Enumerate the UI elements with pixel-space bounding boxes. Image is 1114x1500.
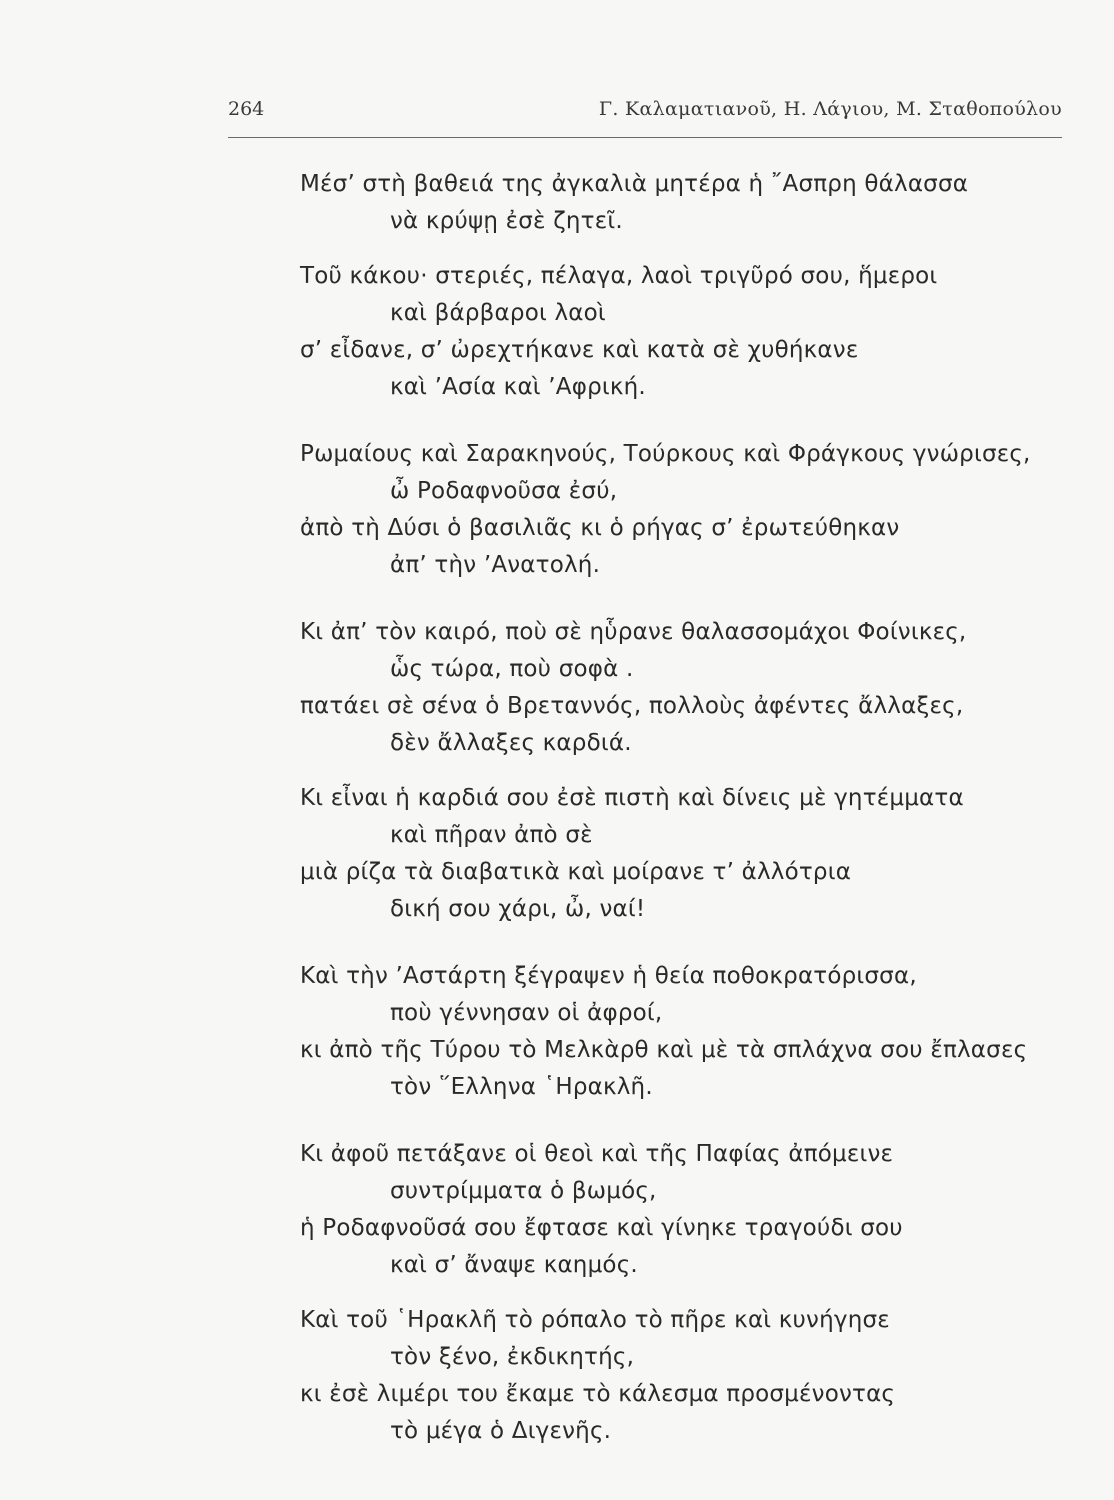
page-header [228, 98, 1062, 128]
poem-line: μιὰ ρίζα τὰ διαβατικὰ καὶ μοίρανε τ’ ἀλλότρια [300, 859, 852, 885]
poem-line: καὶ βάρβαροι λαοὶ [390, 300, 606, 326]
running-head: Γ. Καλαματιανοῦ, Η. Λάγιου, Μ. Σταθοπούλου [598, 98, 1062, 120]
page-number: 264 [228, 98, 265, 120]
poem-line: ὧς τώρα, ποὺ σοφὰ . [390, 656, 634, 682]
poem-line: Καὶ τοῦ ῾Ηρακλῆ τὸ ρόπαλο τὸ πῆρε καὶ κυνήγησε [300, 1307, 890, 1333]
poem-line: ὦ Ροδαφνοῦσα ἐσύ, [390, 478, 618, 504]
poem-line: σ’ εἶδανε, σ’ ὠρεχτήκανε καὶ κατὰ σὲ χυθήκανε [300, 337, 859, 363]
poem-line: καὶ σ’ ἄναψε καημός. [390, 1252, 638, 1278]
poem-line: ἡ Ροδαφνοῦσά σου ἔφτασε καὶ γίνηκε τραγούδι σου [300, 1215, 903, 1241]
poem-line: Μέσ’ στὴ βαθειά της ἀγκαλιὰ μητέρα ἡ ῎Ασπρη θάλασσα [300, 171, 969, 197]
poem-line: τὸν ῞Ελληνα ῾Ηρακλῆ. [390, 1074, 653, 1100]
stanza [300, 780, 1090, 928]
stanza [300, 614, 1090, 762]
header-rule [228, 137, 1062, 138]
poem-line: κι ἀπὸ τῆς Τύρου τὸ Μελκὰρθ καὶ μὲ τὰ σπλάχνα σου ἔπλασες [300, 1037, 1028, 1063]
poem-line: Κι ἀφοῦ πετάξανε οἱ θεοὶ καὶ τῆς Παφίας ἀπόμεινε [300, 1141, 894, 1167]
poem-line: Ρωμαίους καὶ Σαρακηνούς, Τούρκους καὶ Φράγκους γνώρισες, [300, 441, 1031, 467]
poem-line: Καὶ τὴν ’Αστάρτη ξέγραψεν ἡ θεία ποθοκρατόρισσα, [300, 963, 917, 989]
poem-line: νὰ κρύψῃ ἐσὲ ζητεῖ. [390, 208, 623, 234]
stanza [300, 1302, 1090, 1450]
stanza [300, 958, 1090, 1106]
poem-line: τὸ μέγα ὁ Διγενῆς. [390, 1418, 612, 1444]
poem-line: κι ἐσὲ λιμέρι του ἔκαμε τὸ κάλεσμα προσμένοντας [300, 1381, 896, 1407]
poem-line: τὸν ξένο, ἐκδικητής, [390, 1344, 635, 1370]
stanza [300, 1136, 1090, 1284]
poem-line: δική σου χάρι, ὦ, ναί! [390, 896, 646, 922]
stanza [300, 436, 1090, 584]
poem-line: ποὺ γέννησαν οἱ ἀφροί, [390, 1000, 663, 1026]
stanza [300, 166, 1090, 240]
poem-line: δὲν ἄλλαξες καρδιά. [390, 730, 632, 756]
stanza [300, 258, 1090, 406]
poem-body [300, 166, 1090, 1480]
poem-line: ἀπὸ τὴ Δύσι ὁ βασιλιᾶς κι ὁ ρήγας σ’ ἐρωτεύθηκαν [300, 515, 900, 541]
poem-line: καὶ ’Ασία καὶ ’Αφρική. [390, 374, 646, 400]
poem-line: πατάει σὲ σένα ὁ Βρεταννός, πολλοὺς ἀφέντες ἄλλαξες, [300, 693, 964, 719]
poem-line: Τοῦ κάκου· στεριές, πέλαγα, λαοὶ τριγῦρό σου, ἥμεροι [300, 263, 938, 289]
poem-line: καὶ πῆραν ἀπὸ σὲ [390, 822, 593, 848]
poem-line: Κι εἶναι ἡ καρδιά σου ἐσὲ πιστὴ καὶ δίνεις μὲ γητέμματα [300, 785, 964, 811]
poem-line: ἀπ’ τὴν ’Ανατολή. [390, 552, 601, 578]
poem-line: συντρίμματα ὁ βωμός, [390, 1178, 657, 1204]
poem-line: Κι ἀπ’ τὸν καιρό, ποὺ σὲ ηὗρανε θαλασσομάχοι Φοίνικες, [300, 619, 967, 645]
